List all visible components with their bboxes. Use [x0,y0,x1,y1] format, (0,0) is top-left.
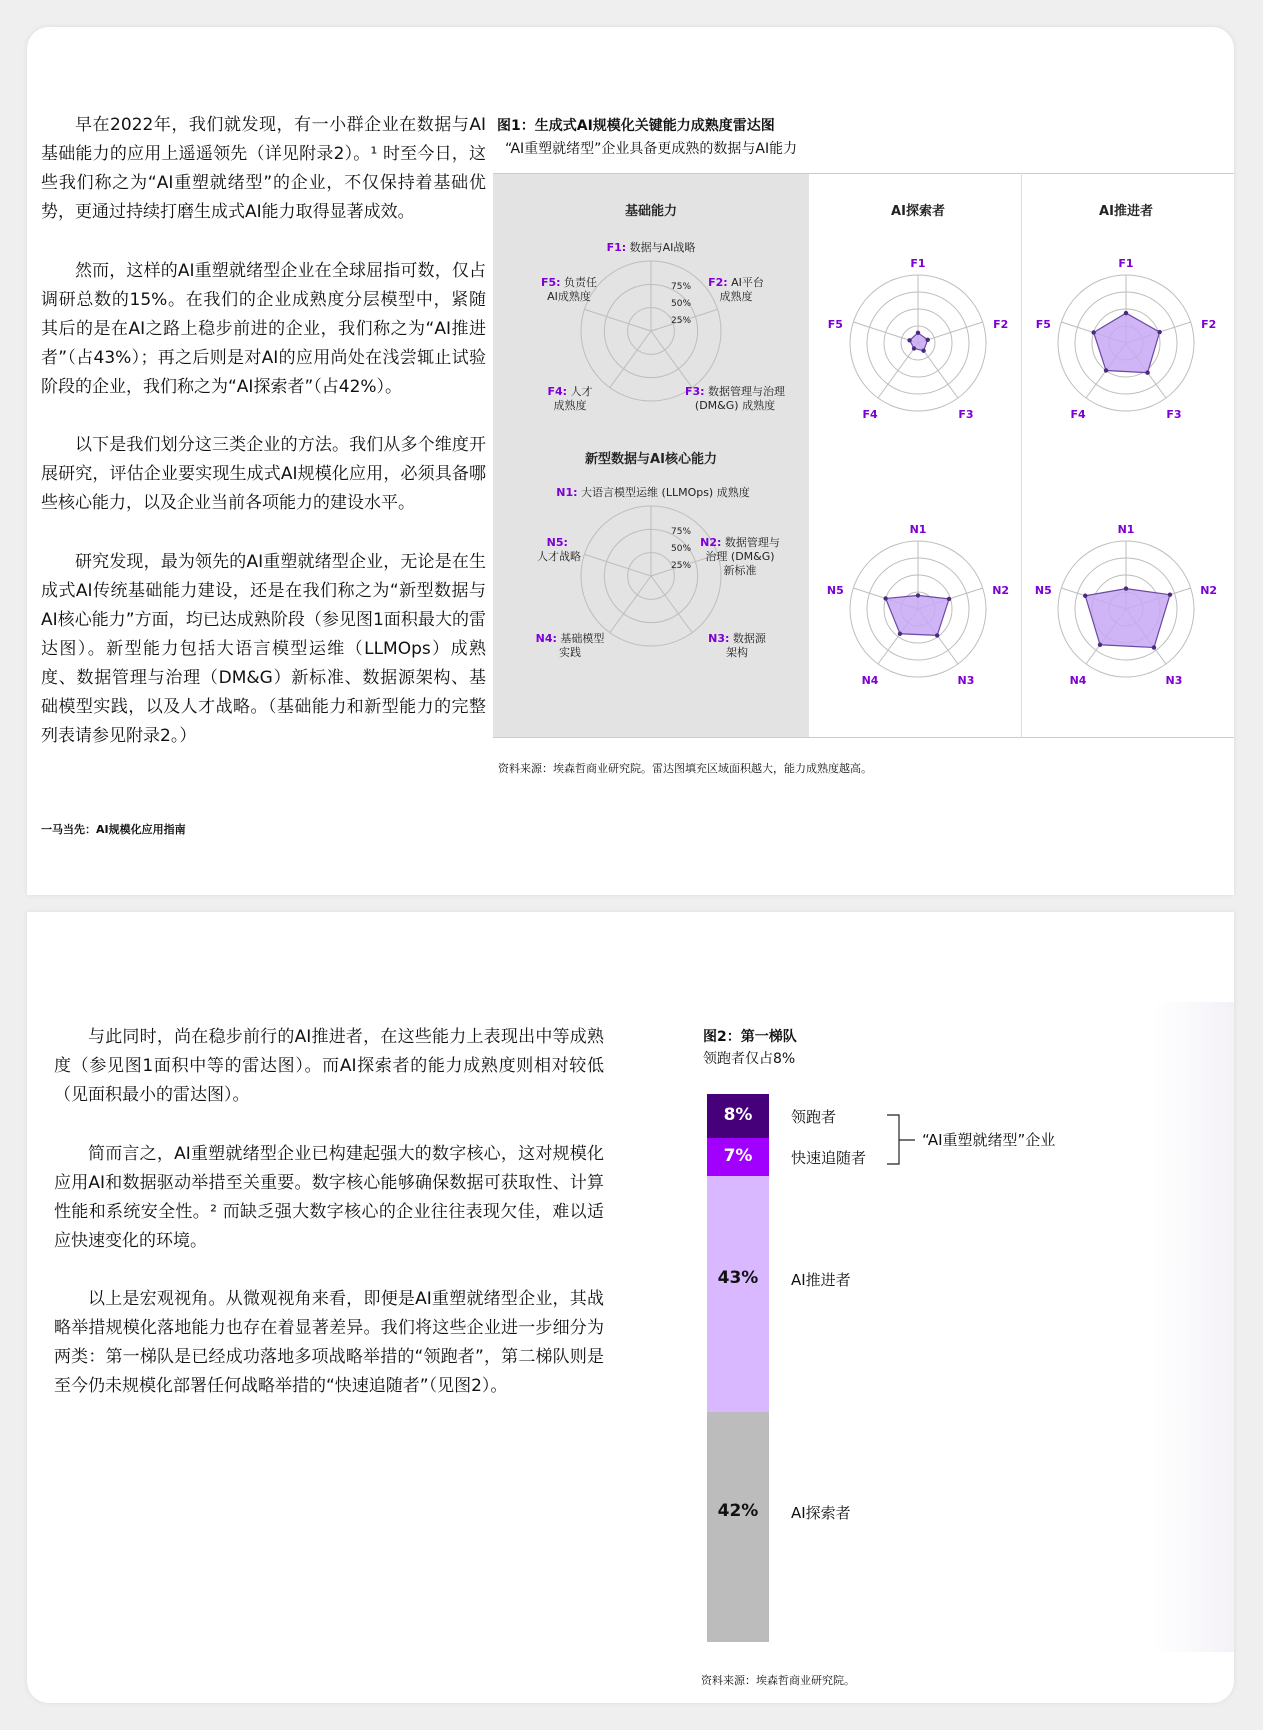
radar-spoke [584,309,651,331]
radar-point [935,633,939,637]
radar-point [947,597,951,601]
radar-area [886,595,949,635]
bar-segment [707,1138,769,1176]
page-footer: 一马当先：AI规模化应用指南 [41,823,186,836]
tier-name: 快速追随者 [791,1149,867,1168]
axis-definition: F5: 负责任 AI成熟度 [540,276,598,303]
paragraph: 简而言之，AI重塑就绪型企业已构建起强大的数字核心，这对规模化应用AI和数据驱动举措至关重要。数字核心能够确保数据可获取性、计算性能和系统安全性。² 而缺乏强大数字核心的企业往往表现欠佳，难以适应快速变化的环境。 [54,1144,604,1251]
radar-spoke [610,576,651,633]
radar-axis-label: N4 [861,674,879,688]
radar-charts [493,173,1234,738]
radar-axis-label: N4 [1069,674,1087,688]
figure-2-title: 图2：第一梯队 [703,1029,797,1045]
radar-point [1091,330,1095,334]
radar-point [1145,371,1149,375]
radar-point [1168,593,1172,597]
paragraph: 然而，这样的AI重塑就绪型企业在全球屈指可数，仅占调研总数的15%。在我们的企业成熟度分层模型中，紧随其后的是在AI之路上稳步前进的企业，我们称之为“AI推进者”（占43%）；再之后则是对AI的应用尚处在浅尝辄止试验阶段的企业，我们称之为“AI探索者”（占42%）。 [41,261,486,397]
radar-spoke [584,554,651,576]
radar-point [1104,368,1108,372]
tier-name: 领跑者 [791,1107,837,1126]
bar-value-label: 7% [723,1146,753,1166]
radar-point [916,593,920,597]
radar-point [1124,311,1128,315]
radar-point [907,338,911,342]
radar-axis-label: F3 [1166,408,1182,422]
radar-axis-label: F1 [1118,257,1134,270]
radar-point [1098,643,1102,647]
ring-label: 50% [671,299,692,309]
page-1 [27,27,1234,895]
bar-segment [707,1176,769,1412]
radar-axis-label: F4 [1070,408,1086,422]
figure-1-subtitle: “AI重塑就绪型”企业具备更成熟的数据与AI能力 [505,141,798,157]
radar-axis-label: F4 [862,408,878,422]
radar-axis-label: N2 [992,583,1010,597]
tier-name: AI探索者 [791,1503,851,1522]
paragraph: 以上是宏观视角。从微观视角来看，即便是AI重塑就绪型企业，其战略举措规模化落地能力也存在着显著差异。我们将这些企业进一步细分为两类：第一梯队是已经成功落地多项战略举措的“领跑者”，第二梯队则是至今仍未规模化部署任何战略举措的“快速追随者”（见图2）。 [54,1289,604,1396]
radar-axis-label: N3 [957,674,975,688]
radar-point [883,596,887,600]
radar-point [916,331,920,335]
axis-definition: F3: 数据管理与治理(DM&G) 成熟度 [684,385,786,412]
ring-label: 75% [671,527,692,537]
axis-definition: N4: 基础模型实践 [535,632,605,659]
figure-2-source: 资料来源：埃森哲商业研究院。 [701,1674,855,1687]
radar-axis-label: N5 [826,583,844,597]
bar-segment [707,1094,769,1138]
figure-1-radar-block [493,173,1234,738]
radar-axis-label: F1 [910,257,926,270]
radar-spoke [610,331,651,388]
radar-point [1124,586,1128,590]
section-title: 基础能力 [624,204,678,219]
bar-segment [707,1412,769,1642]
ring-label: 25% [671,316,692,326]
radar-axis-label: N3 [1165,674,1183,688]
tier-name: AI推进者 [791,1271,851,1290]
bar-value-label: 42% [717,1500,759,1521]
bracket-label: “AI重塑就绪型”企业 [922,1131,1056,1149]
ring-label: 25% [671,561,692,571]
radar-spoke [651,576,692,633]
radar-point [926,338,930,342]
page-2 [27,912,1234,1703]
radar-point [912,346,916,350]
paragraph: 早在2022年，我们就发现，有一小群企业在数据与AI基础能力的应用上遥遥领先（详见附录2）。¹ 时至今日，这些我们称之为“AI重塑就绪型”的企业，不仅保持着基础优势，更通过持续打磨生成式AI能力取得显著成效。 [41,115,486,222]
radar-axis-label: N1 [909,523,927,536]
radar-axis-label: F5 [1035,317,1051,331]
radar-axis-label: N1 [1117,523,1135,536]
radar-point [921,349,925,353]
axis-definition: N5: 人才战略 [537,536,581,563]
axis-definition: N3: 数据源架构 [708,632,766,659]
radar-axis-label: F2 [1201,317,1217,331]
bar-value-label: 8% [723,1104,753,1125]
ring-label: 75% [671,282,692,292]
paragraph: 以下是我们划分这三类企业的方法。我们从多个维度开展研究，评估企业要实现生成式AI规模化应用，必须具备哪些核心能力，以及企业当前各项能力的建设水平。 [41,435,486,513]
section-title: 新型数据与AI核心能力 [585,452,717,467]
radar-point [1152,645,1156,649]
figure-1-title: 图1：生成式AI规模化关键能力成熟度雷达图 [497,118,775,134]
figure-2-subtitle: 领跑者仅占8% [703,1051,796,1067]
axis-definition: N1: 大语言模型运维 (LLMOps) 成熟度 [556,486,750,499]
column-title: AI探索者 [891,204,945,219]
axis-definition: F4: 人才成熟度 [547,385,593,412]
figure-1-source: 资料来源：埃森哲商业研究院。雷达图填充区域面积越大，能力成熟度越高。 [498,762,872,775]
radar-spoke [651,331,692,388]
radar-area [1085,589,1170,648]
radar-area [1094,313,1160,373]
radar-axis-label: N5 [1034,583,1052,597]
column-title: AI推进者 [1099,204,1153,219]
axis-definition: F1: 数据与AI战略 [606,241,696,254]
axis-definition: F2: AI平台成熟度 [708,276,764,303]
radar-point [898,632,902,636]
ring-label: 50% [671,544,692,554]
paragraph: 与此同时，尚在稳步前行的AI推进者，在这些能力上表现出中等成熟度（参见图1面积中等的雷达图）。而AI探索者的能力成熟度则相对较低（见面积最小的雷达图）。 [54,1027,604,1105]
radar-axis-label: F5 [827,317,843,331]
radar-axis-label: N2 [1200,583,1218,597]
radar-axis-label: F2 [993,317,1009,331]
radar-point [1157,330,1161,334]
radar-axis-label: F3 [958,408,974,422]
bar-value-label: 43% [717,1268,759,1288]
paragraph: 研究发现，最为领先的AI重塑就绪型企业，无论是在生成式AI传统基础能力建设，还是在我们称之为“新型数据与AI核心能力”方面，均已达成熟阶段（参见图1面积最大的雷达图）。新型能力包括大语言模型运维（LLMOps）成熟度、数据管理与治理（DM&G）新标准、数据源架构、基础模型实践，以及人才战略。（基础能力和新型能力的完整列表请参见附录2。） [41,552,486,746]
bracket [887,1114,917,1166]
radar-point [1083,594,1087,598]
axis-definition: N2: 数据管理与治理 (DM&G)新标准 [700,536,780,577]
